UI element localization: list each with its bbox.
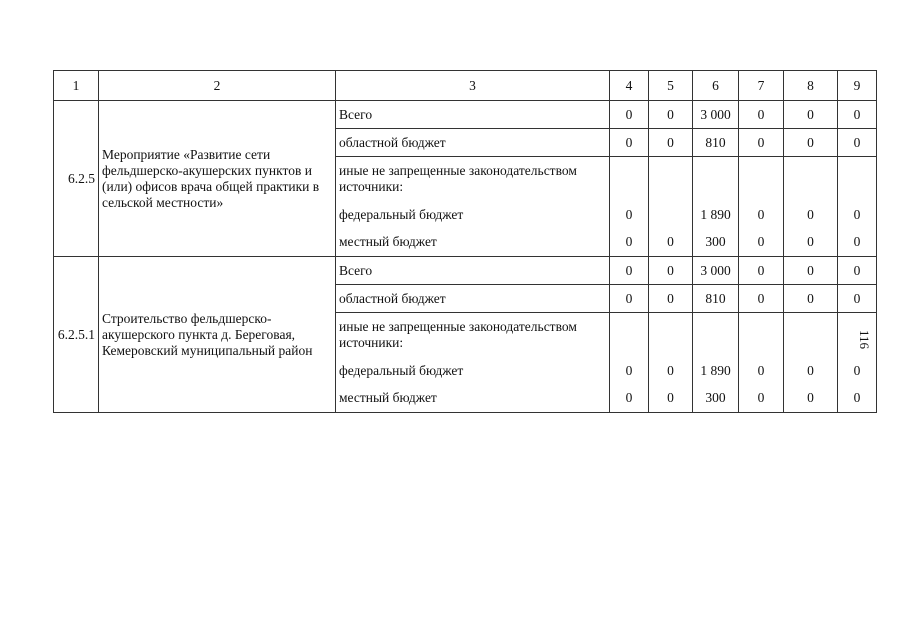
value-cell: 0 [649,385,693,413]
col-header-2: 2 [99,71,336,101]
value-cell: 0 [838,201,877,229]
value-cell: 0 [739,229,784,257]
value-cell [649,201,693,229]
col-header-6: 6 [693,71,739,101]
value-cell: 0 [610,129,649,157]
value-cell: 300 [693,229,739,257]
value-cell: 0 [610,201,649,229]
source-total: Всего [336,101,610,129]
value-cell: 0 [838,229,877,257]
value-cell: 0 [739,257,784,285]
value-cell: 0 [649,129,693,157]
col-header-8: 8 [784,71,838,101]
empty-cell [610,313,649,357]
empty-cell [649,313,693,357]
value-cell: 0 [610,357,649,385]
value-cell: 810 [693,285,739,313]
value-cell: 0 [784,101,838,129]
measure-name: Мероприятие «Развитие сети фельдшерско-акушерских пунктов и (или) офисов врача общей практики в сельской местности» [99,101,336,257]
value-cell: 3 000 [693,101,739,129]
measure-code: 6.2.5.1 [54,257,99,413]
budget-table [53,70,877,413]
value-cell: 0 [739,129,784,157]
value-cell: 0 [610,229,649,257]
value-cell: 0 [784,357,838,385]
measure-name: Строительство фельдшерско-акушерского пункта д. Береговая, Кемеровский муниципальный район [99,257,336,413]
value-cell: 810 [693,129,739,157]
measure-code: 6.2.5 [54,101,99,257]
empty-cell [610,157,649,201]
empty-cell [838,157,877,201]
empty-cell [693,157,739,201]
empty-cell [739,157,784,201]
table-row [54,101,877,129]
value-cell: 0 [838,101,877,129]
value-cell: 0 [649,285,693,313]
empty-cell [784,313,838,357]
value-cell: 0 [739,385,784,413]
value-cell: 0 [610,257,649,285]
value-cell: 0 [838,285,877,313]
source-total: Всего [336,257,610,285]
value-cell: 0 [784,129,838,157]
value-cell: 0 [739,357,784,385]
col-header-9: 9 [838,71,877,101]
empty-cell [784,157,838,201]
value-cell: 0 [649,357,693,385]
value-cell: 0 [649,257,693,285]
value-cell: 0 [739,201,784,229]
header-row [54,71,877,101]
col-header-3: 3 [336,71,610,101]
value-cell: 1 890 [693,201,739,229]
value-cell: 0 [784,229,838,257]
col-header-1: 1 [54,71,99,101]
empty-cell [693,313,739,357]
value-cell: 0 [838,385,877,413]
value-cell: 0 [610,101,649,129]
source-local: местный бюджет [336,229,610,257]
value-cell: 300 [693,385,739,413]
value-cell: 0 [610,385,649,413]
value-cell: 0 [838,129,877,157]
col-header-5: 5 [649,71,693,101]
value-cell: 0 [739,285,784,313]
value-cell: 0 [784,257,838,285]
value-cell: 0 [649,101,693,129]
source-regional: областной бюджет [336,285,610,313]
value-cell: 0 [838,257,877,285]
value-cell: 0 [610,285,649,313]
source-federal: федеральный бюджет [336,201,610,229]
value-cell: 0 [784,201,838,229]
value-cell: 0 [739,101,784,129]
value-cell: 0 [784,385,838,413]
source-regional: областной бюджет [336,129,610,157]
value-cell: 3 000 [693,257,739,285]
source-other: иные не запрещенные законодательством источники: [336,313,610,357]
source-federal: федеральный бюджет [336,357,610,385]
table-row [54,257,877,285]
empty-cell [739,313,784,357]
empty-cell [649,157,693,201]
source-local: местный бюджет [336,385,610,413]
value-cell: 1 890 [693,357,739,385]
value-cell: 0 [649,229,693,257]
value-cell: 0 [784,285,838,313]
page-number: 116 [857,330,872,350]
value-cell: 0 [838,357,877,385]
source-other: иные не запрещенные законодательством источники: [336,157,610,201]
col-header-4: 4 [610,71,649,101]
col-header-7: 7 [739,71,784,101]
